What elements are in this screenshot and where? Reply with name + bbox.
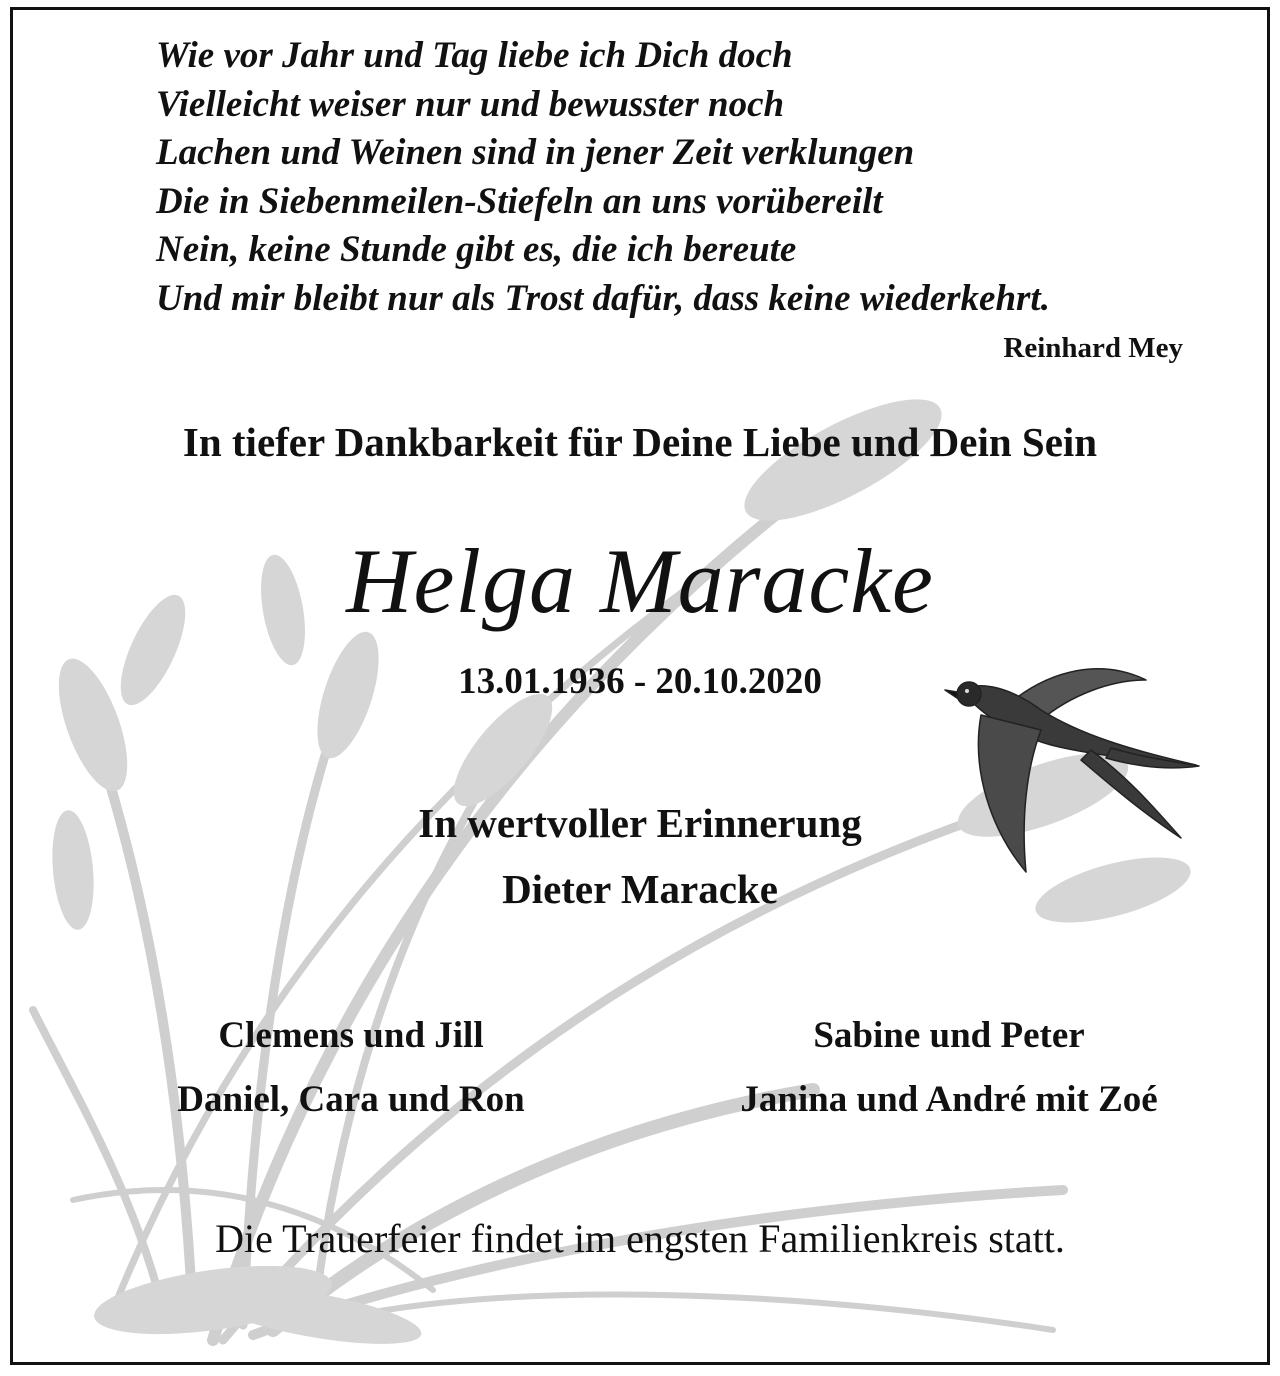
family-line: Janina und André mit Zoé: [740, 1079, 1158, 1120]
family-line: Clemens und Jill: [218, 1015, 484, 1056]
poem-line: Die in Siebenmeilen-Stiefeln an uns vorübereilt: [156, 180, 883, 222]
memory-line: In wertvoller Erinnerung: [418, 800, 862, 846]
poem-line: Vielleicht weiser nur und bewusster noch: [156, 83, 785, 125]
poem-author: Reinhard Mey: [1003, 332, 1183, 364]
poem-line: Nein, keine Stunde gibt es, die ich bereute: [156, 229, 797, 271]
family-line: Daniel, Cara und Ron: [177, 1079, 525, 1120]
family-right: [669, 1004, 1229, 1132]
poem-line: Lachen und Weinen sind in jener Zeit verklungen: [156, 132, 915, 174]
funeral-note: Die Trauerfeier findet im engsten Familienkreis statt.: [215, 1216, 1065, 1261]
family-left: [71, 1004, 631, 1132]
family-line: Sabine und Peter: [813, 1015, 1085, 1056]
spouse-name: Dieter Maracke: [502, 866, 778, 912]
memory-block: [13, 790, 1267, 922]
gratitude-heading: In tiefer Dankbarkeit für Deine Liebe und Dein Sein: [182, 419, 1098, 465]
poem: [156, 32, 1216, 324]
deceased-name: Helga Maracke: [346, 530, 934, 632]
life-dates: 13.01.1936 - 20.10.2020: [458, 661, 822, 702]
poem-line: Wie vor Jahr und Tag liebe ich Dich doch: [156, 35, 793, 76]
poem-line: Und mir bleibt nur als Trost dafür, dass keine wiederkehrt.: [156, 277, 1050, 319]
obituary-notice: [10, 7, 1270, 1365]
